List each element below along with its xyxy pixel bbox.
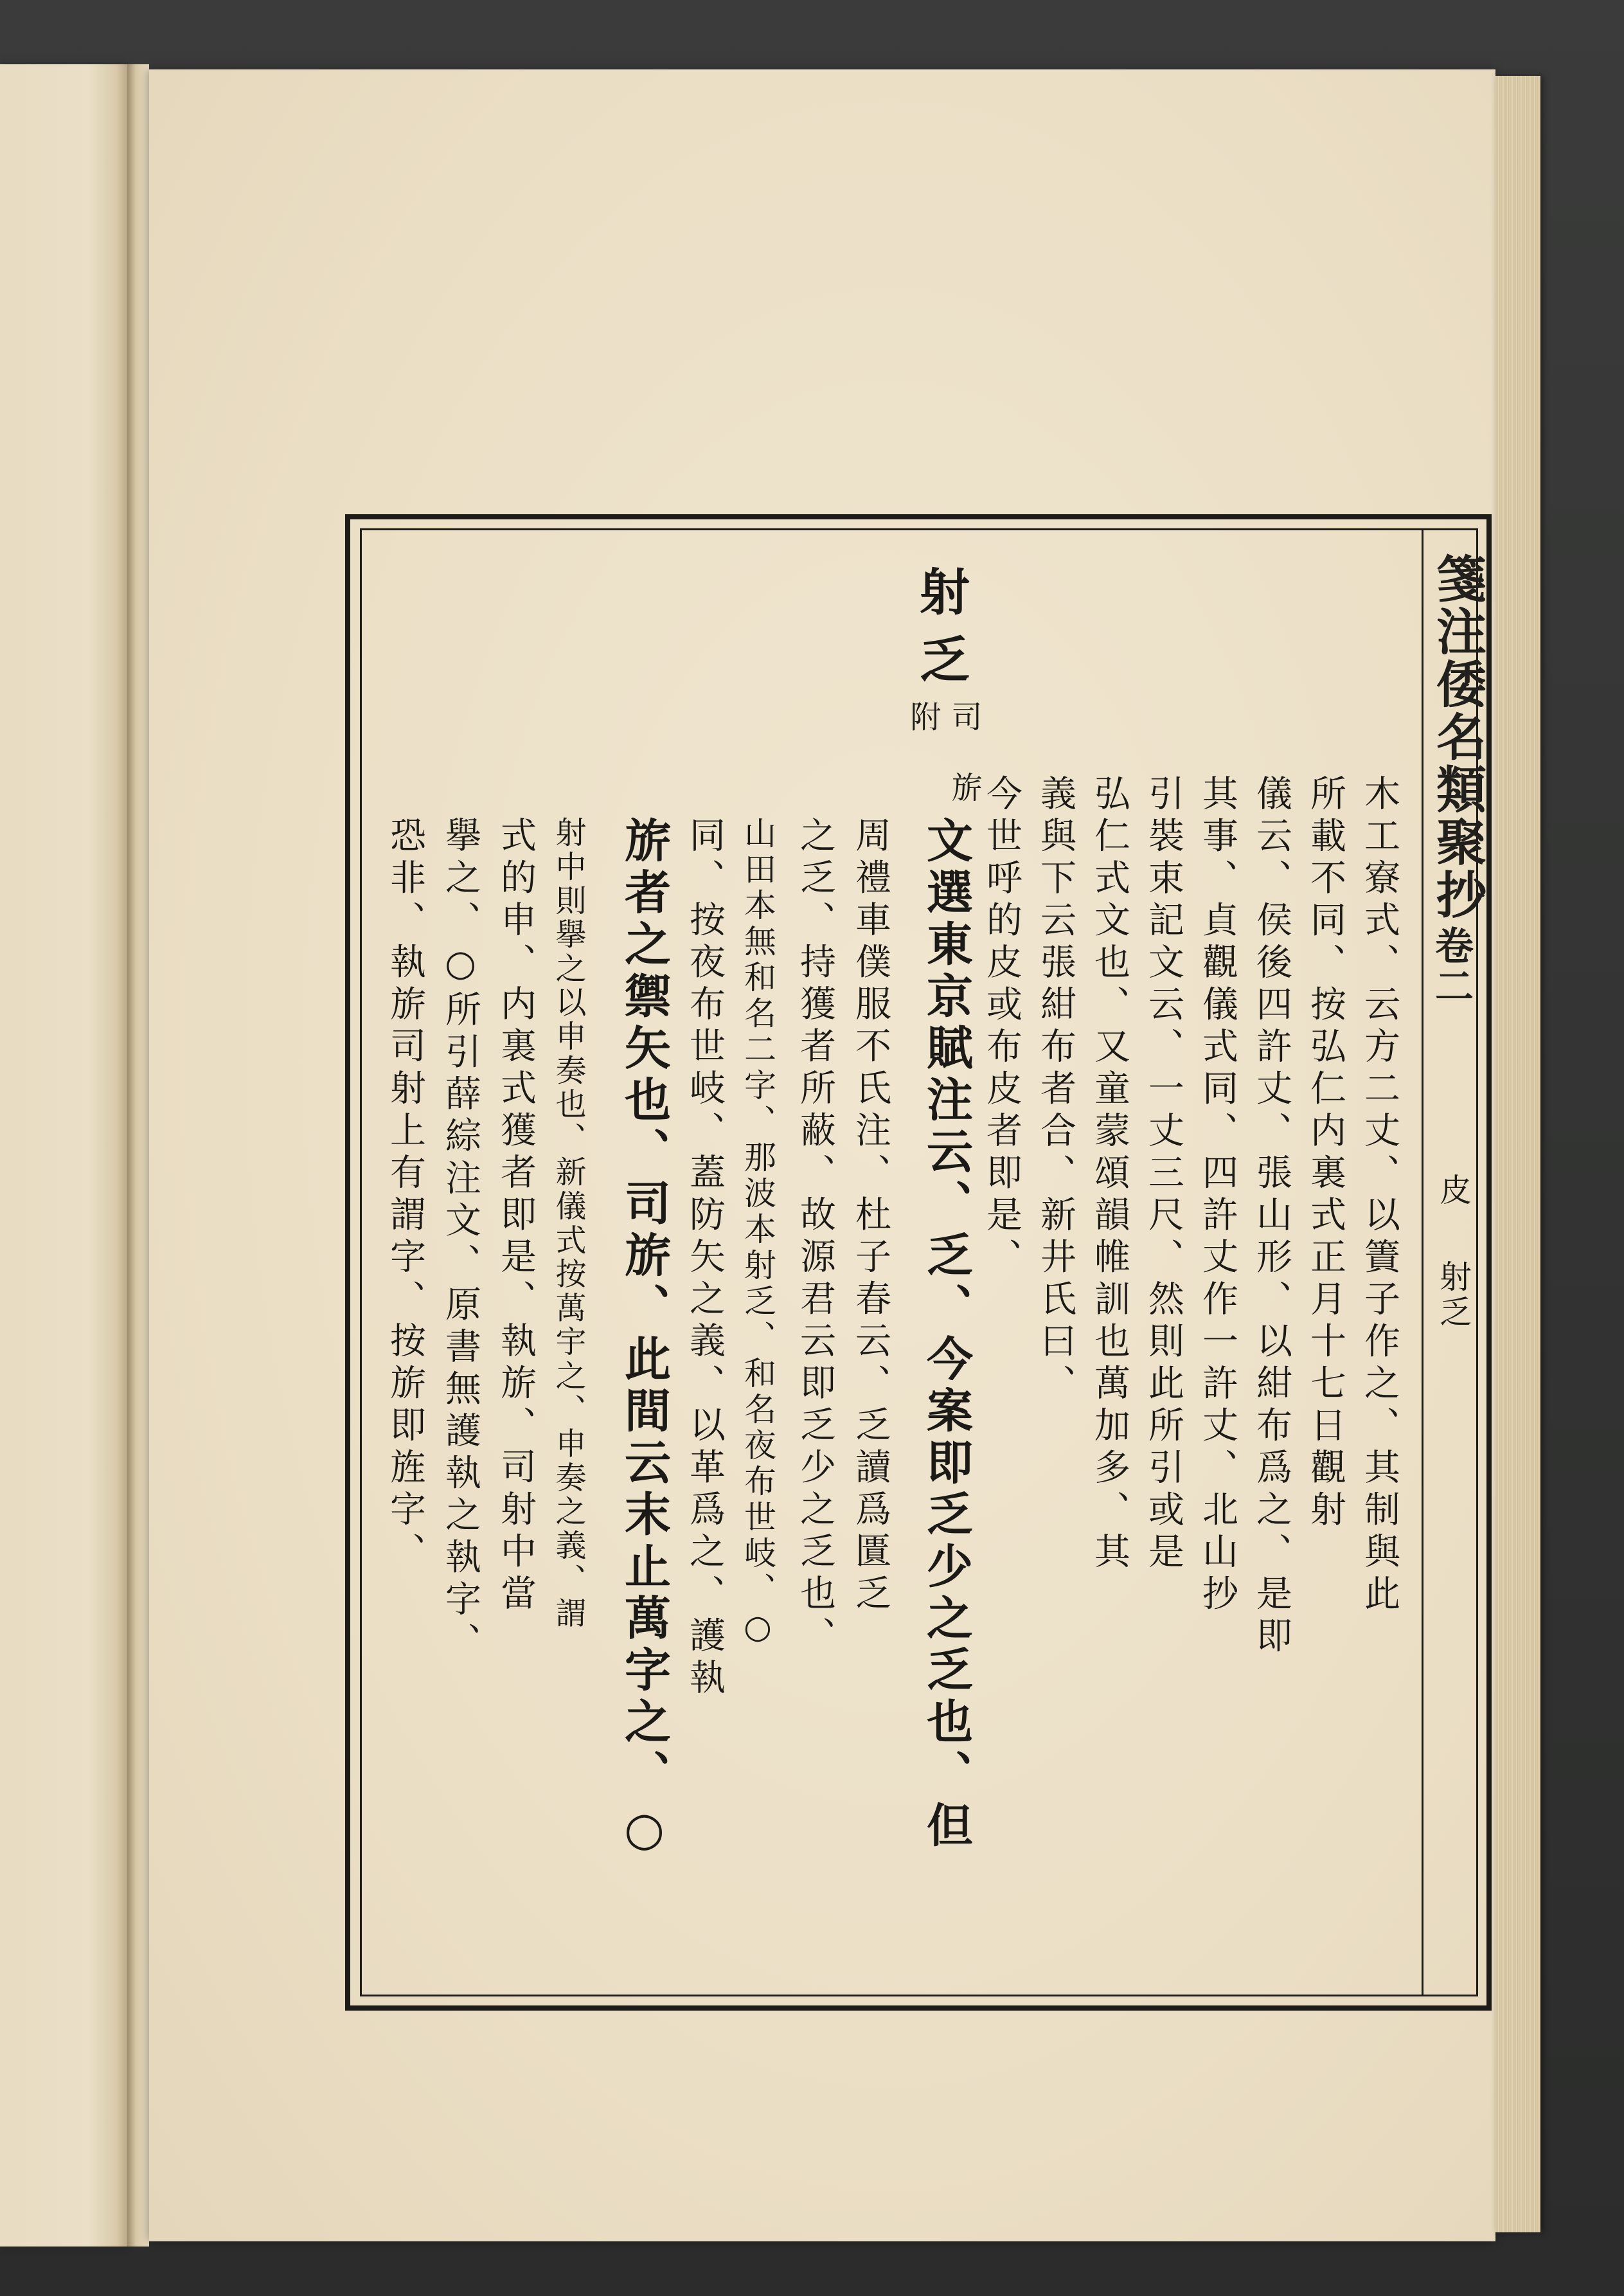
margin-volume: 卷二 (1429, 926, 1474, 1007)
text-column-16: 式的申、内裏式獲者即是、執旂、司射中當 (495, 816, 537, 1617)
text-column-13: 同、按夜布世岐、蓋防矢之義、以革爲之、護執 (684, 816, 726, 1701)
margin-rule (1422, 528, 1423, 1996)
text-column-10: 周禮車僕服不氏注、杜子春云、乏讀爲匱乏 (850, 816, 891, 1617)
entry-sub-left: 附 (905, 701, 941, 746)
text-column-8: 今世呼的皮或布皮者即是、 (981, 775, 1022, 1280)
entry-sub-right: 司 (946, 701, 982, 746)
text-column-17: 擧之、○所引薛綜注文、原書無護執之執字、 (440, 816, 481, 1665)
page-edges (1495, 76, 1540, 2232)
margin-section: 皮 (1434, 1173, 1472, 1208)
text-column-18: 恐非、執旂司射上有謂字、按旂即旌字、 (384, 816, 426, 1575)
text-column-7: 義與下云張紺布者合、新井氏曰、 (1035, 775, 1076, 1406)
text-column-2: 所載不同、按弘仁内裏式正月十七日觀射 (1305, 775, 1346, 1533)
text-column-14: 旂者之禦矢也、司旂、此間云末止萬字之、○ (617, 816, 672, 1861)
text-column-3: 儀云、侯後四許丈、張山形、以紺布爲之、是即 (1251, 775, 1292, 1659)
entry-sub-right-2: 旂 (946, 771, 982, 816)
text-column-11: 之乏、持獲者所蔽、故源君云即乏少之乏也、 (794, 816, 836, 1659)
text-column-1: 木工寮式、云方二丈、以簀子作之、其制與此 (1359, 775, 1400, 1617)
text-column-9: 文選東京賦注云、乏、今案即乏少之乏也、但 (919, 816, 974, 1853)
text-column-4: 其事、貞觀儀式同、四許丈作一許丈、北山抄 (1197, 775, 1238, 1617)
margin-subsection: 射乏 (1434, 1260, 1472, 1331)
text-column-6: 弘仁式文也、又童蒙頌韻帷訓也萬加多、其 (1089, 775, 1130, 1575)
entry-title: 射乏 (911, 566, 970, 701)
text-column-5: 引裝束記文云、一丈三尺、然則此所引或是 (1143, 775, 1184, 1575)
book-gutter (127, 64, 149, 2247)
text-column-15: 射中則擧之以申奏也、新儀式按萬宇之、申奏之義、謂 (550, 816, 586, 1631)
left-page (0, 64, 127, 2247)
text-column-12: 山田本無和名二字、那波本射乏、和名夜布世岐、○ (739, 816, 776, 1649)
margin-book-title: 箋注倭名類聚抄 (1428, 553, 1486, 922)
